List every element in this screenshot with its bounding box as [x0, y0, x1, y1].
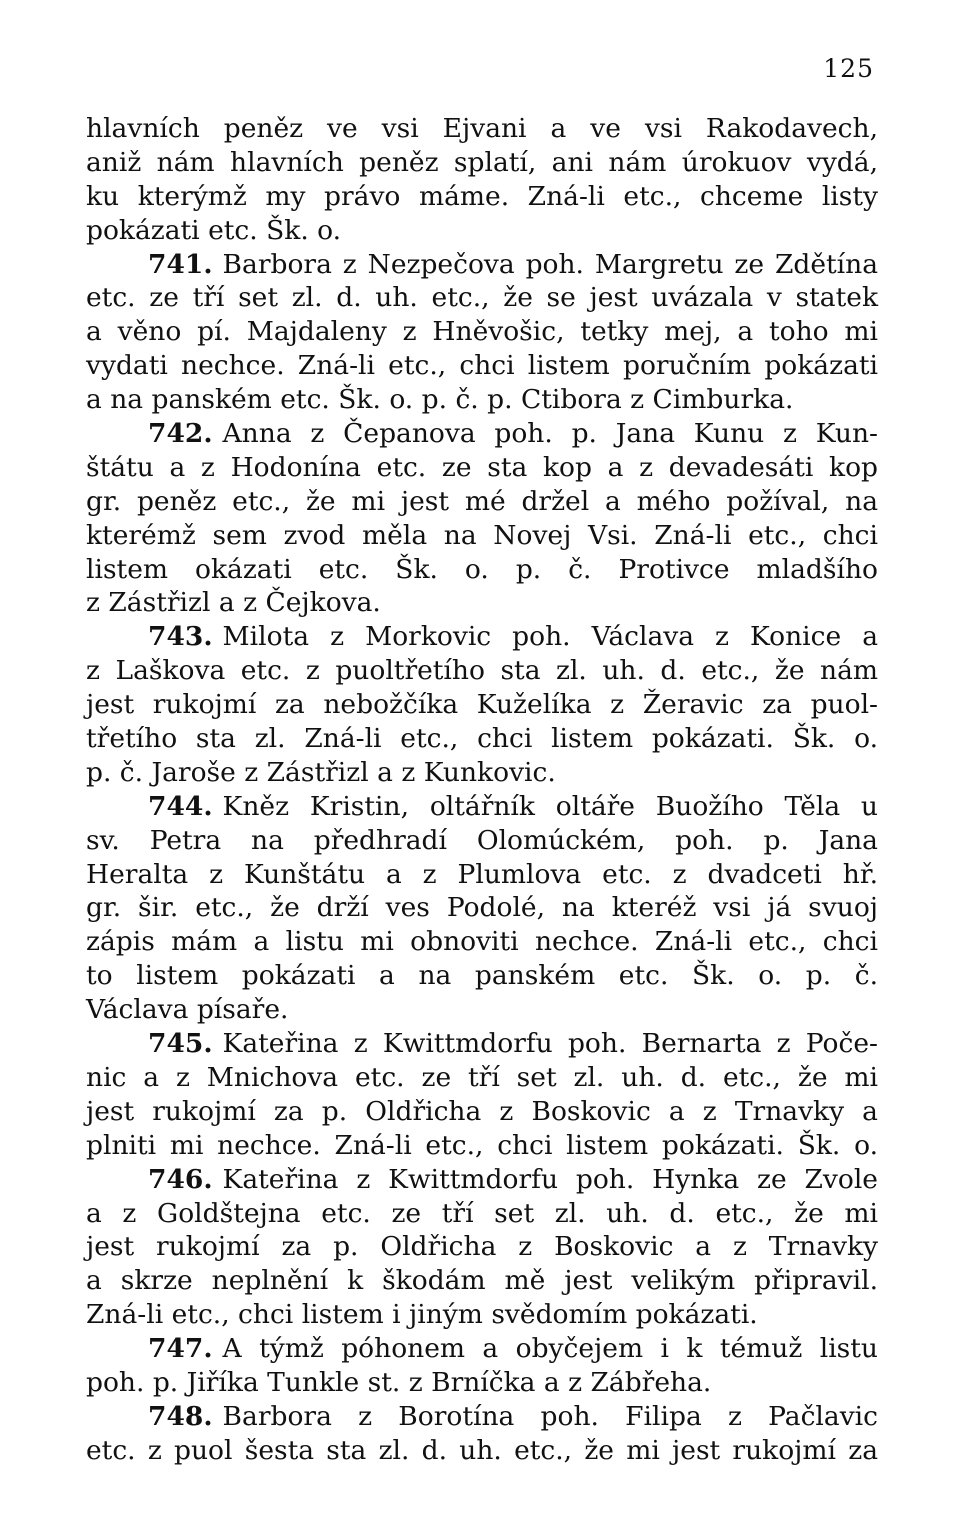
line-text: Anna z Čepanova poh. p. Jana Kunu z Kun-: [222, 418, 878, 450]
text-line: [86, 1434, 878, 1468]
text-line: [86, 891, 878, 925]
line-text: třetího sta zl. Zná-li etc., chci listem pokázati. Šk. o.: [86, 723, 878, 755]
text-line: [86, 586, 878, 620]
text-line: [86, 281, 878, 315]
body-text: [86, 112, 878, 1468]
line-text: aniž nám hlavních peněz splatí, ani nám úrokuov vydá,: [86, 146, 878, 178]
text-line: [86, 1264, 878, 1298]
line-text: poh. p. Jiříka Tunkle st. z Brníčka a z Zábřeha.: [86, 1366, 712, 1398]
entry-number: 743.: [148, 621, 213, 653]
line-text: Heralta z Kunštátu a z Plumlova etc. z dvadceti hř.: [86, 858, 878, 890]
entry-number: 746.: [148, 1163, 213, 1195]
entry-first-line: [86, 1400, 878, 1434]
text-line: [86, 1095, 878, 1129]
text-line: [86, 451, 878, 485]
entry-first-line: [86, 790, 878, 824]
text-line: [86, 553, 878, 587]
text-line: [86, 722, 878, 756]
line-text: jest rukojmí za p. Oldřicha z Boskovic a z Trnavky: [86, 1231, 878, 1263]
line-text: z Laškova etc. z puoltřetího sta zl. uh. d. etc., že nám: [86, 655, 878, 687]
line-text: Zná-li etc., chci listem i jiným svědomím pokázati.: [86, 1299, 758, 1331]
line-text: Kateřina z Kwittmdorfu poh. Hynka ze Zvole: [222, 1163, 878, 1195]
line-text: Barbora z Nezpečova poh. Margretu ze Zdětína: [222, 248, 878, 280]
page-number: 125: [823, 54, 874, 83]
text-line: [86, 993, 878, 1027]
line-text: etc. z puol šesta sta zl. d. uh. etc., že mi jest rukojmí za: [86, 1434, 878, 1466]
line-text: p. č. Jaroše z Zástřizl a z Kunkovic.: [86, 756, 556, 788]
entry-first-line: [86, 417, 878, 451]
line-text: pokázati etc. Šk. o.: [86, 214, 342, 246]
text-line: [86, 1061, 878, 1095]
line-text: A týmž póhonem a obyčejem i k témuž listu: [222, 1333, 878, 1365]
line-text: gr. šir. etc., že drží ves Podolé, na kteréž vsi já svuoj: [86, 892, 878, 924]
text-line: [86, 349, 878, 383]
text-line: [86, 214, 878, 248]
line-text: Kateřina z Kwittmdorfu poh. Bernarta z Poče-: [222, 1028, 878, 1060]
text-line: [86, 654, 878, 688]
text-line: [86, 519, 878, 553]
text-line: [86, 1129, 878, 1163]
line-text: Kněz Kristin, oltářník oltáře Buožího Těla u: [222, 790, 878, 822]
entry-number: 742.: [148, 418, 213, 450]
text-line: [86, 925, 878, 959]
line-text: nic a z Mnichova etc. ze tří set zl. uh. d. etc., že mi: [86, 1061, 878, 1093]
text-line: [86, 1197, 878, 1231]
line-text: to listem pokázati a na panském etc. Šk. o. p. č.: [86, 960, 878, 992]
line-text: hlavních peněz ve vsi Ejvani a ve vsi Rakodavech,: [86, 113, 878, 144]
entry-first-line: [86, 1163, 878, 1197]
text-line: [86, 112, 878, 146]
text-line: [86, 1230, 878, 1264]
line-text: Václava písaře.: [86, 994, 289, 1026]
text-line: [86, 959, 878, 993]
line-text: kterémž sem zvod měla na Novej Vsi. Zná-li etc., chci: [86, 519, 878, 551]
entry-first-line: [86, 620, 878, 654]
line-text: jest rukojmí za nebožčíka Kuželíka z Žeravic za puol-: [86, 689, 878, 721]
entry-number: 747.: [148, 1333, 213, 1365]
text-line: [86, 858, 878, 892]
text-line: [86, 1366, 878, 1400]
entry-first-line: [86, 1332, 878, 1366]
text-line: [86, 824, 878, 858]
entry-number: 745.: [148, 1028, 213, 1060]
text-line: [86, 180, 878, 214]
line-text: Milota z Morkovic poh. Václava z Konice a: [222, 621, 878, 653]
line-text: jest rukojmí za p. Oldřicha z Boskovic a z Trnavky a: [86, 1095, 878, 1127]
text-line: [86, 1298, 878, 1332]
text-line: [86, 146, 878, 180]
text-line: [86, 315, 878, 349]
line-text: a věno pí. Majdaleny z Hněvošic, tetky mej, a toho mi: [86, 316, 878, 348]
line-text: z Zástřizl a z Čejkova.: [86, 587, 381, 619]
line-text: vydati nechce. Zná-li etc., chci listem poručním pokázati: [86, 350, 878, 382]
entry-number: 748.: [148, 1400, 213, 1432]
line-text: ku kterýmž my právo máme. Zná-li etc., chceme listy: [86, 180, 878, 212]
entry-first-line: [86, 1027, 878, 1061]
line-text: Barbora z Borotína poh. Filipa z Pačlavic: [222, 1400, 878, 1432]
entry-number: 744.: [148, 790, 213, 822]
line-text: zápis mám a listu mi obnoviti nechce. Zná-li etc., chci: [86, 926, 878, 958]
line-text: etc. ze tří set zl. d. uh. etc., že se jest uvázala v statek: [86, 282, 878, 314]
line-text: sv. Petra na předhradí Olomúckém, poh. p. Jana: [86, 824, 878, 856]
line-text: a na panském etc. Šk. o. p. č. p. Ctibora z Cimburka.: [86, 384, 794, 416]
line-text: gr. peněz etc., že mi jest mé držel a mého požíval, na: [86, 485, 878, 517]
entry-number: 741.: [148, 248, 213, 280]
text-line: [86, 383, 878, 417]
text-line: [86, 485, 878, 519]
line-text: a z Goldštejna etc. ze tří set zl. uh. d. etc., že mi: [86, 1197, 878, 1229]
text-line: [86, 756, 878, 790]
line-text: listem okázati etc. Šk. o. p. č. Protivce mladšího: [86, 553, 878, 585]
entry-first-line: [86, 248, 878, 282]
line-text: plniti mi nechce. Zná-li etc., chci listem pokázati. Šk. o.: [86, 1129, 878, 1161]
line-text: štátu a z Hodonína etc. ze sta kop a z devadesáti kop: [86, 451, 878, 483]
line-text: a skrze neplnění k škodám mě jest velikým připravil.: [86, 1265, 878, 1297]
text-line: [86, 688, 878, 722]
